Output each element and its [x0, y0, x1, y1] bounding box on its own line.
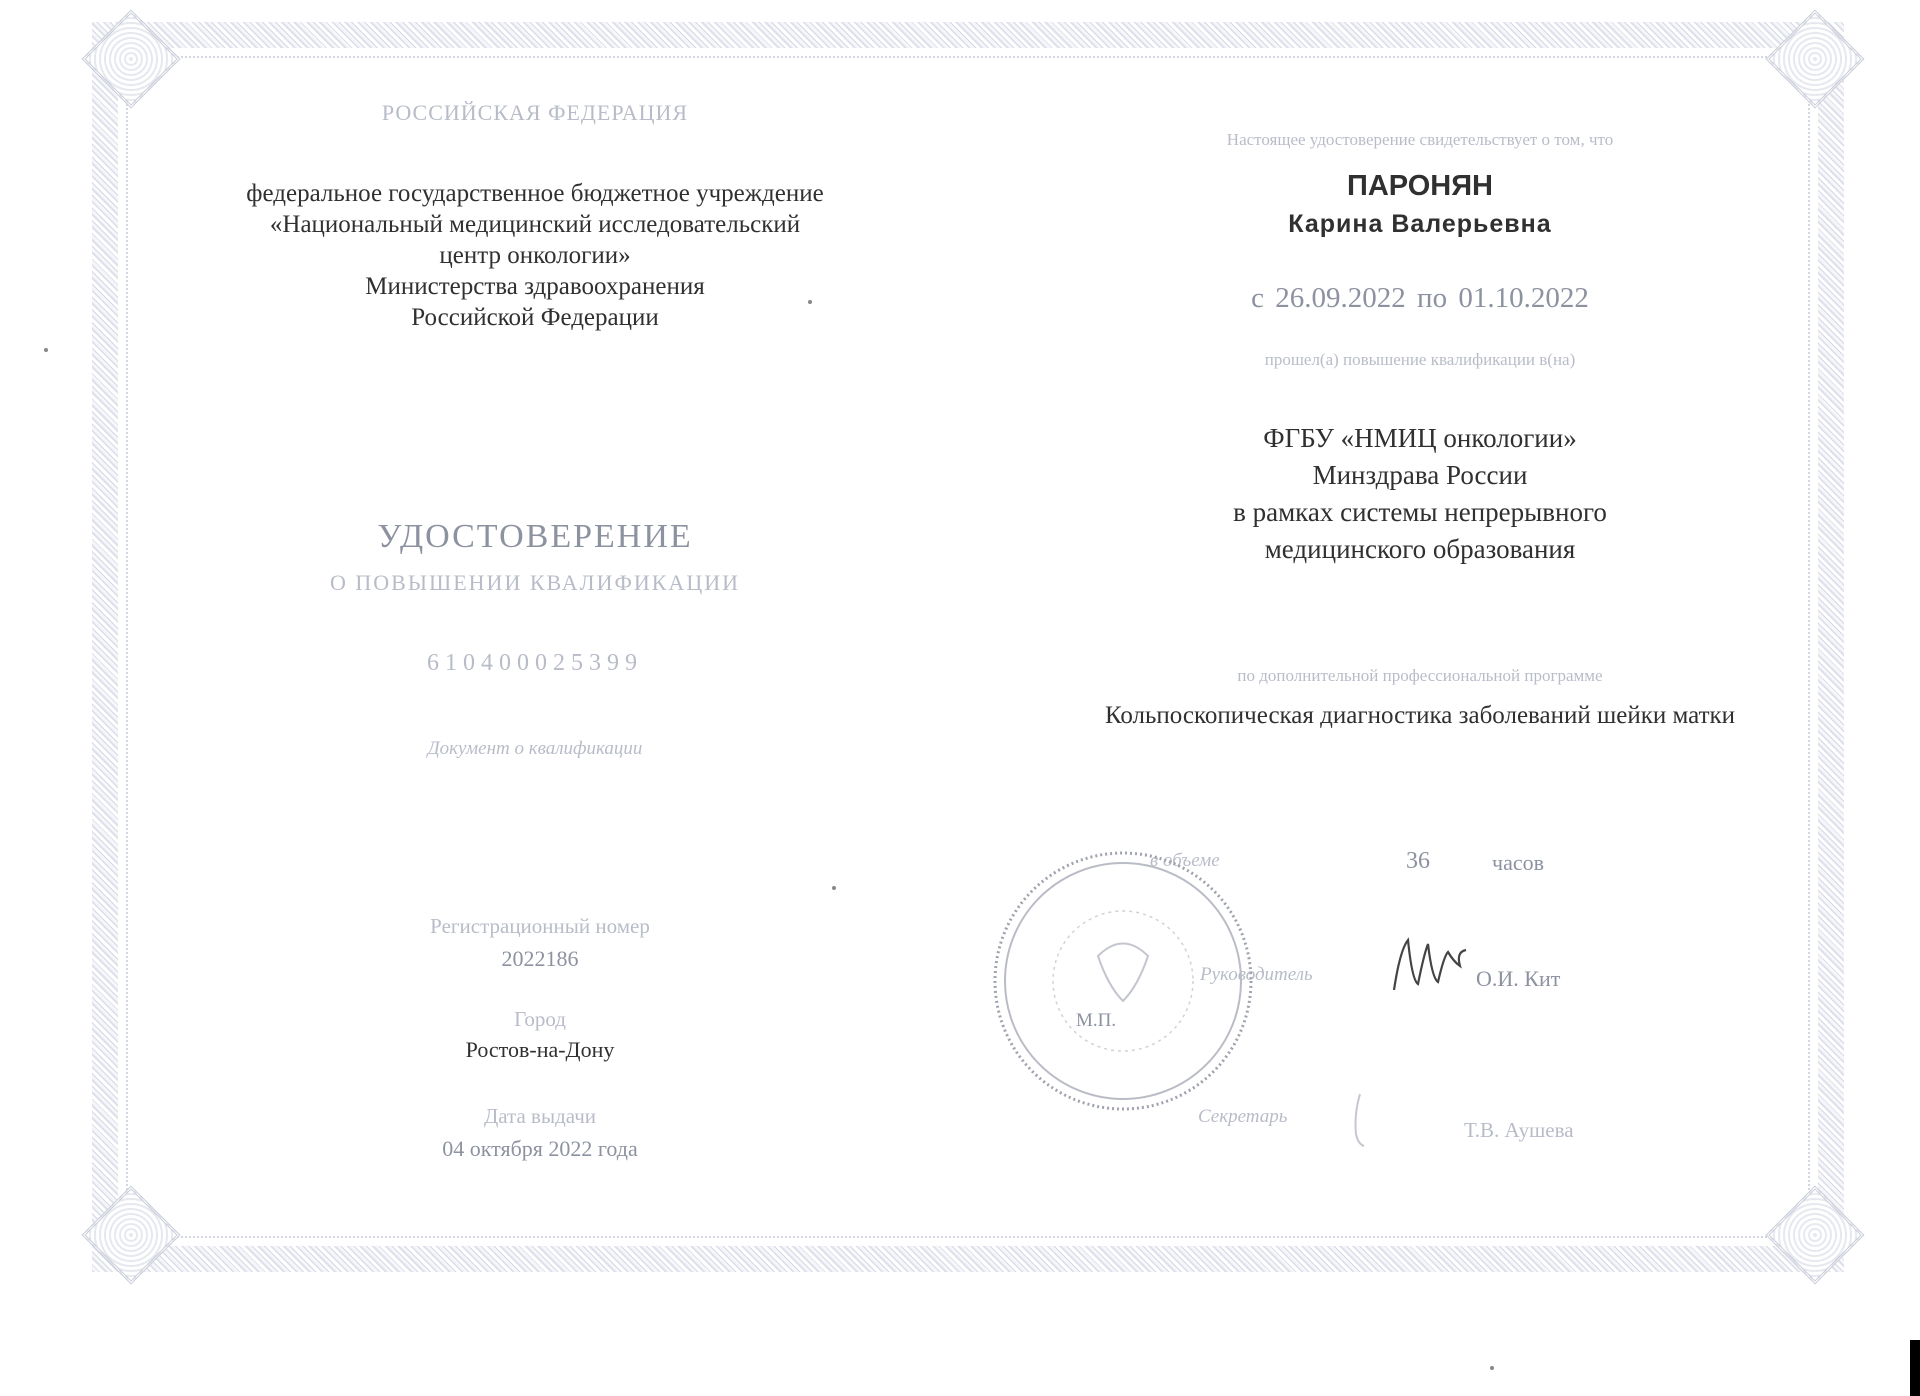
training-institution	[1070, 420, 1770, 568]
issuing-organization	[180, 178, 890, 333]
completed-training-statement: прошел(а) повышение квалификации в(на)	[1264, 350, 1576, 369]
scan-speck	[832, 886, 836, 890]
org-line: центр онкологии»	[439, 242, 631, 269]
document-subtitle: О ПОВЫШЕНИИ КВАЛИФИКАЦИИ	[330, 570, 740, 595]
institution-line: в рамках системы непрерывного	[1233, 497, 1607, 527]
secretary-name: Т.В. Аушева	[1464, 1118, 1574, 1142]
certificate-number: 610400025399	[427, 650, 643, 676]
volume-label: в объеме	[1150, 850, 1220, 871]
volume-hours-unit: часов	[1492, 850, 1544, 875]
document-type-label: Документ о квалификации	[427, 738, 643, 759]
head-signature-icon	[1390, 930, 1470, 1000]
org-line: федеральное государственное бюджетное учреждение	[246, 180, 824, 207]
scan-speck	[1490, 1366, 1494, 1370]
registration-number-label: Регистрационный номер	[430, 914, 650, 938]
secretary-label: Секретарь	[1198, 1106, 1288, 1127]
training-period: с 26.09.2022 по 01.10.2022	[1251, 282, 1589, 314]
registration-number-value: 2022186	[501, 946, 579, 971]
volume-hours-value: 36	[1406, 848, 1430, 874]
holder-surname: ПАРОНЯН	[1346, 170, 1494, 202]
city-value: Ростов-на-Дону	[465, 1037, 615, 1062]
institution-line: Минздрава России	[1312, 460, 1528, 490]
secretary-signature-icon	[1340, 1090, 1380, 1150]
city-label: Город	[514, 1007, 566, 1031]
org-line: «Национальный медицинский исследовательский	[269, 211, 801, 238]
issue-date-label: Дата выдачи	[483, 1104, 597, 1128]
institution-line: ФГБУ «НМИЦ онкологии»	[1263, 423, 1577, 453]
holder-given-names: Карина Валерьевна	[1288, 210, 1552, 238]
institution-line: медицинского образования	[1264, 534, 1576, 564]
program-label: по дополнительной профессиональной программе	[1237, 666, 1603, 685]
seal-mark-label: М.П.	[1076, 1010, 1117, 1031]
document-title: УДОСТОВЕРЕНИЕ	[377, 518, 693, 555]
certifies-statement: Настоящее удостоверение свидетельствует о том, что	[1226, 130, 1614, 149]
org-line: Российской Федерации	[411, 304, 659, 331]
scan-edge-mark	[1910, 1340, 1920, 1396]
head-label: Руководитель	[1200, 964, 1313, 985]
scan-speck	[808, 300, 812, 304]
program-title: Кольпоскопическая диагностика заболеваний шейки матки	[1104, 702, 1736, 729]
issue-date-value: 04 октября 2022 года	[442, 1136, 638, 1161]
scan-speck	[44, 348, 48, 352]
org-line: Министерства здравоохранения	[365, 273, 705, 300]
country-heading: РОССИЙСКАЯ ФЕДЕРАЦИЯ	[381, 100, 689, 125]
head-name: О.И. Кит	[1476, 966, 1561, 991]
